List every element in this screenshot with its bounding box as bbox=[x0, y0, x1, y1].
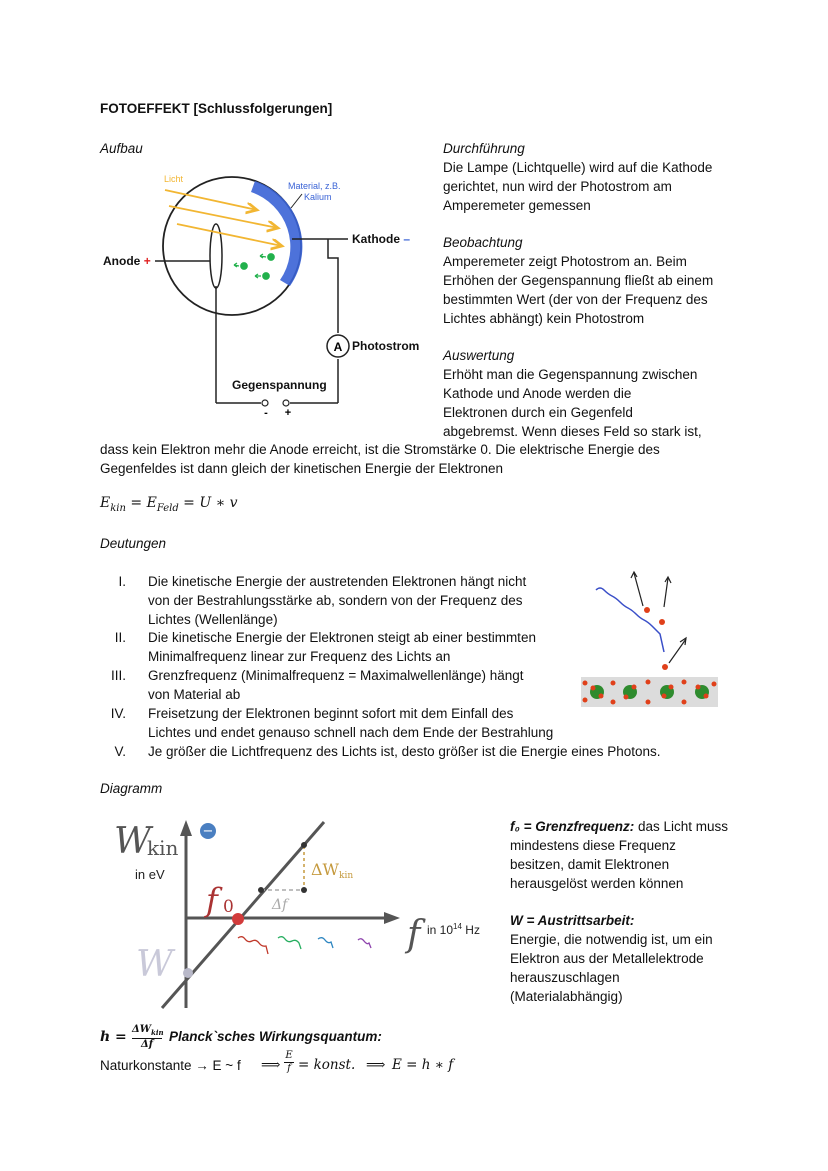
auswertung-full-line: Gegenfeldes ist dann gleich der kinetischen Energie der Elektronen bbox=[100, 461, 504, 476]
anode-label: Anode + bbox=[103, 254, 151, 268]
page-title: FOTOEFFEKT [Schlussfolgerungen] bbox=[100, 101, 333, 116]
beobachtung-line: Erhöhen der Gegenspannung fließt ab einem bbox=[443, 273, 714, 288]
durchfuehrung-line: gerichtet, nun wird der Photostrom am bbox=[443, 179, 672, 194]
diagramm-heading: Diagramm bbox=[100, 781, 163, 796]
material-label: Material, z.B. bbox=[288, 181, 341, 191]
list-item: Die kinetische Energie der Elektronen steigt ab einer bestimmten Minimalfrequenz linear zur Frequenz des Lichts an bbox=[148, 630, 536, 664]
f0-label: f bbox=[206, 881, 218, 919]
delta-w-subscript: kin bbox=[339, 871, 354, 881]
ev-unit-label: in eV bbox=[135, 867, 165, 882]
w-point bbox=[183, 968, 193, 978]
w-kin-axis-label: W bbox=[114, 821, 152, 862]
list-item: Freisetzung der Elektronen beginnt sofort mit dem Einfall des Lichtes und endet genauso schnell nach dem Ende der Bestrahlung bbox=[148, 706, 554, 740]
auswertung-section bbox=[443, 346, 763, 441]
auswertung-line: abgebremst. Wenn dieses Feld so stark ist, bbox=[443, 424, 702, 439]
deutungen-heading: Deutungen bbox=[100, 536, 167, 551]
auswertung-continued bbox=[100, 440, 740, 478]
battery-minus: - bbox=[264, 407, 268, 419]
f-axis-label: f bbox=[407, 914, 421, 955]
delta-f-label: Δf bbox=[272, 897, 288, 913]
delta-w-label: ΔW bbox=[311, 860, 339, 879]
durchfuehrung-line: Die Lampe (Lichtquelle) wird auf die Kathode bbox=[443, 160, 713, 175]
beobachtung-line: Amperemeter zeigt Photostrom an. Beim bbox=[443, 254, 687, 269]
svg-text:−: − bbox=[202, 824, 214, 839]
photostrom-label: Photostrom bbox=[352, 339, 420, 353]
w-kin-subscript: kin bbox=[147, 836, 179, 860]
austrittsarbeit-explanation: W = Austrittsarbeit: Energie, die notwendig ist, um ein Elektron aus der Metallelektrode herauszuschlagen (Materialabhängig) bbox=[510, 913, 713, 1004]
beobachtung-section bbox=[443, 233, 743, 328]
auswertung-full-line: dass kein Elektron mehr die Anode erreicht, ist die Stromstärke 0. Die elektrische Energie des bbox=[100, 442, 660, 457]
list-number: III. bbox=[110, 668, 126, 683]
durchfuehrung-heading: Durchführung bbox=[443, 141, 525, 156]
durchfuehrung-line: Amperemeter gemessen bbox=[443, 198, 591, 213]
naturkonstante-line: Naturkonstante → E ~ f ⟹ E f = konst. ⟹ E = h ∗ f bbox=[100, 1050, 454, 1074]
list-item: Grenzfrequenz (Minimalfrequenz = Maximalwellenlänge) hängt von Material ab bbox=[148, 668, 524, 702]
grenzfrequenz-explanation: f₀ = Grenzfrequenz: das Licht muss mindestens diese Frequenz besitzen, damit Elektronen herausgelöst werden können bbox=[510, 819, 729, 891]
aufbau-heading: Aufbau bbox=[100, 141, 143, 156]
energy-formula: $E_{kin} = E_{Feld} = U$ ∗ v bbox=[100, 495, 238, 514]
material-label-2: Kalium bbox=[304, 192, 332, 202]
auswertung-line: Erhöht man die Gegenspannung zwischen bbox=[443, 367, 698, 382]
list-item: Die kinetische Energie der austretenden Elektronen hängt nicht von der Bestrahlungsstärke ab, sondern von der Frequenz des Lichtes (Wellenlänge) bbox=[148, 574, 527, 627]
gegenspannung-label: Gegenspannung bbox=[232, 378, 327, 392]
auswertung-line: Kathode und Anode werden die bbox=[443, 386, 632, 401]
w-austritt-label: W bbox=[136, 944, 174, 985]
photon-wave bbox=[596, 588, 664, 652]
list-number: V. bbox=[114, 744, 126, 759]
list-item: Je größer die Lichtfrequenz des Lichts ist, desto größer ist die Energie eines Photons. bbox=[148, 744, 661, 759]
ammeter-label: A bbox=[333, 340, 343, 354]
list-number: II. bbox=[114, 630, 126, 645]
f-unit-label: in $10^{14}$ Hz bbox=[427, 922, 480, 937]
auswertung-line: Elektronen durch ein Gegenfeld bbox=[443, 405, 633, 420]
durchfuehrung-section bbox=[443, 139, 743, 215]
beobachtung-heading: Beobachtung bbox=[443, 235, 523, 250]
battery-plus: + bbox=[284, 407, 292, 419]
wkin-frequency-diagram bbox=[100, 808, 495, 1020]
auswertung-heading: Auswertung bbox=[443, 348, 515, 363]
f0-subscript: 0 bbox=[223, 897, 234, 917]
beobachtung-line: bestimmten Wert (der von der Frequenz des bbox=[443, 292, 708, 307]
beobachtung-line: Lichtes abhängt) kein Photostrom bbox=[443, 311, 645, 326]
photon-electron-illustration bbox=[576, 566, 724, 714]
list-number: I. bbox=[118, 574, 126, 589]
list-number: IV. bbox=[110, 706, 126, 721]
licht-label: Licht bbox=[164, 174, 184, 184]
kathode-label: Kathode – bbox=[352, 232, 411, 246]
